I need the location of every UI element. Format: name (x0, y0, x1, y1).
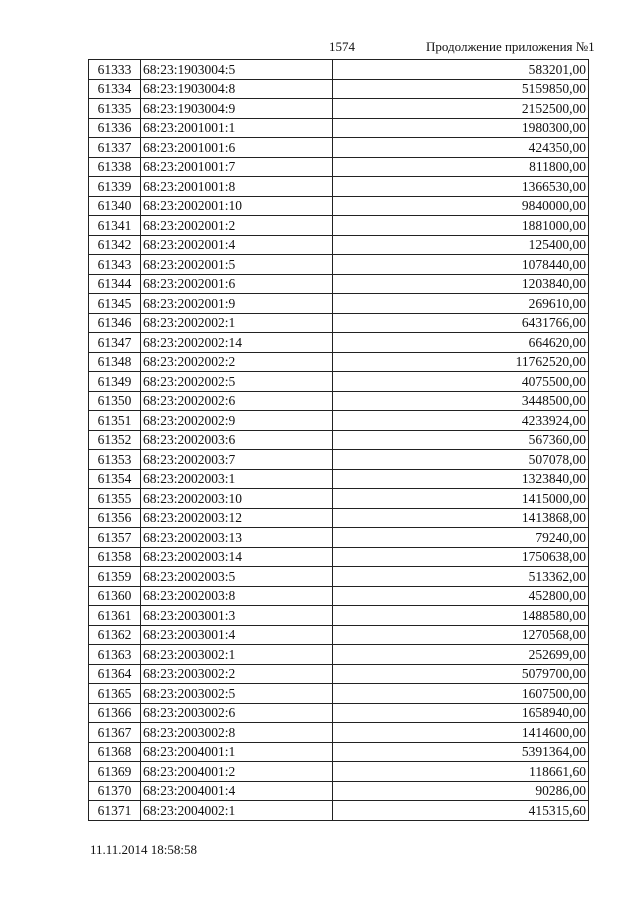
cadastral-number-cell: 68:23:2002003:8 (141, 586, 333, 606)
cadastral-value-cell: 1323840,00 (333, 469, 589, 489)
row-number-cell: 61349 (89, 372, 141, 392)
cadastral-value-cell: 125400,00 (333, 235, 589, 255)
cadastral-value-cell: 1270568,00 (333, 625, 589, 645)
row-number-cell: 61358 (89, 547, 141, 567)
cadastral-value-cell: 3448500,00 (333, 391, 589, 411)
cadastral-number-cell: 68:23:2004001:2 (141, 762, 333, 782)
row-number-cell: 61371 (89, 801, 141, 821)
cadastral-number-cell: 68:23:2002003:7 (141, 450, 333, 470)
row-number-cell: 61347 (89, 333, 141, 353)
row-number-cell: 61336 (89, 118, 141, 138)
cadastral-number-cell: 68:23:2002003:14 (141, 547, 333, 567)
cadastral-number-cell: 68:23:2002001:10 (141, 196, 333, 216)
cadastral-number-cell: 68:23:2002003:12 (141, 508, 333, 528)
row-number-cell: 61344 (89, 274, 141, 294)
cadastral-value-cell: 252699,00 (333, 645, 589, 665)
cadastral-value-cell: 1415000,00 (333, 489, 589, 509)
print-timestamp: 11.11.2014 18:58:58 (90, 842, 198, 857)
cadastral-number-cell: 68:23:2003001:4 (141, 625, 333, 645)
table-row (89, 177, 589, 197)
cadastral-number-cell: 68:23:2002003:6 (141, 430, 333, 450)
table-row (89, 684, 589, 704)
table-row (89, 372, 589, 392)
cadastral-value-cell: 1750638,00 (333, 547, 589, 567)
row-number-cell: 61362 (89, 625, 141, 645)
row-number-cell: 61352 (89, 430, 141, 450)
cadastral-value-cell: 5391364,00 (333, 742, 589, 762)
row-number-cell: 61355 (89, 489, 141, 509)
cadastral-number-cell: 68:23:2003002:2 (141, 664, 333, 684)
cadastral-value-cell: 4233924,00 (333, 411, 589, 431)
row-number-cell: 61356 (89, 508, 141, 528)
cadastral-number-cell: 68:23:2003002:8 (141, 723, 333, 743)
cadastral-number-cell: 68:23:2002002:9 (141, 411, 333, 431)
cadastral-value-cell: 583201,00 (333, 60, 589, 80)
table-row (89, 606, 589, 626)
table-row (89, 235, 589, 255)
cadastral-value-cell: 811800,00 (333, 157, 589, 177)
table-row (89, 255, 589, 275)
cadastral-number-cell: 68:23:2003002:5 (141, 684, 333, 704)
table-row (89, 567, 589, 587)
row-number-cell: 61342 (89, 235, 141, 255)
cadastral-value-cell: 452800,00 (333, 586, 589, 606)
table-row (89, 586, 589, 606)
row-number-cell: 61341 (89, 216, 141, 236)
cadastral-number-cell: 68:23:2002003:5 (141, 567, 333, 587)
cadastral-number-cell: 68:23:2002002:6 (141, 391, 333, 411)
row-number-cell: 61338 (89, 157, 141, 177)
row-number-cell: 61359 (89, 567, 141, 587)
cadastral-number-cell: 68:23:1903004:5 (141, 60, 333, 80)
cadastral-value-cell: 118661,60 (333, 762, 589, 782)
row-number-cell: 61365 (89, 684, 141, 704)
cadastral-value-cell: 5079700,00 (333, 664, 589, 684)
table-row (89, 781, 589, 801)
table-row (89, 294, 589, 314)
cadastral-number-cell: 68:23:2002003:13 (141, 528, 333, 548)
row-number-cell: 61335 (89, 99, 141, 119)
row-number-cell: 61367 (89, 723, 141, 743)
cadastral-value-cell: 11762520,00 (333, 352, 589, 372)
cadastral-number-cell: 68:23:2003001:3 (141, 606, 333, 626)
cadastral-value-cell: 1413868,00 (333, 508, 589, 528)
cadastral-value-cell: 1414600,00 (333, 723, 589, 743)
table-row (89, 703, 589, 723)
row-number-cell: 61350 (89, 391, 141, 411)
table-row (89, 645, 589, 665)
cadastral-number-cell: 68:23:1903004:8 (141, 79, 333, 99)
cadastral-number-cell: 68:23:2004001:4 (141, 781, 333, 801)
cadastral-value-cell: 513362,00 (333, 567, 589, 587)
cadastral-number-cell: 68:23:2002001:6 (141, 274, 333, 294)
row-number-cell: 61366 (89, 703, 141, 723)
cadastral-number-cell: 68:23:2002001:4 (141, 235, 333, 255)
table-row (89, 801, 589, 821)
cadastral-value-cell: 1607500,00 (333, 684, 589, 704)
cadastral-value-cell: 1488580,00 (333, 606, 589, 626)
table-row (89, 79, 589, 99)
row-number-cell: 61340 (89, 196, 141, 216)
cadastral-number-cell: 68:23:2002002:1 (141, 313, 333, 333)
row-number-cell: 61357 (89, 528, 141, 548)
cadastral-number-cell: 68:23:2002003:10 (141, 489, 333, 509)
cadastral-value-cell: 1980300,00 (333, 118, 589, 138)
table-row (89, 313, 589, 333)
cadastral-value-cell: 424350,00 (333, 138, 589, 158)
cadastral-number-cell: 68:23:2002002:5 (141, 372, 333, 392)
table-row (89, 60, 589, 80)
table-row (89, 742, 589, 762)
row-number-cell: 61333 (89, 60, 141, 80)
table-row (89, 762, 589, 782)
cadastral-number-cell: 68:23:2003002:6 (141, 703, 333, 723)
cadastral-value-cell: 1881000,00 (333, 216, 589, 236)
cadastral-number-cell: 68:23:2002002:14 (141, 333, 333, 353)
table-row (89, 196, 589, 216)
cadastral-number-cell: 68:23:2001001:8 (141, 177, 333, 197)
cadastral-value-cell: 6431766,00 (333, 313, 589, 333)
row-number-cell: 61360 (89, 586, 141, 606)
row-number-cell: 61354 (89, 469, 141, 489)
cadastral-value-cell: 269610,00 (333, 294, 589, 314)
cadastral-number-cell: 68:23:2004001:1 (141, 742, 333, 762)
table-row (89, 274, 589, 294)
cadastral-value-cell: 1078440,00 (333, 255, 589, 275)
cadastral-value-cell: 1203840,00 (333, 274, 589, 294)
cadastral-number-cell: 68:23:2001001:7 (141, 157, 333, 177)
table-row (89, 528, 589, 548)
cadastral-value-table (88, 59, 589, 821)
cadastral-number-cell: 68:23:2002001:2 (141, 216, 333, 236)
cadastral-number-cell: 68:23:2001001:6 (141, 138, 333, 158)
row-number-cell: 61343 (89, 255, 141, 275)
table-row (89, 352, 589, 372)
cadastral-value-cell: 5159850,00 (333, 79, 589, 99)
table-row (89, 333, 589, 353)
cadastral-number-cell: 68:23:2002002:2 (141, 352, 333, 372)
table-row (89, 664, 589, 684)
table-row (89, 508, 589, 528)
cadastral-number-cell: 68:23:2004002:1 (141, 801, 333, 821)
row-number-cell: 61363 (89, 645, 141, 665)
table-row (89, 99, 589, 119)
table-row (89, 469, 589, 489)
row-number-cell: 61351 (89, 411, 141, 431)
row-number-cell: 61370 (89, 781, 141, 801)
table-row (89, 118, 589, 138)
row-number-cell: 61369 (89, 762, 141, 782)
row-number-cell: 61353 (89, 450, 141, 470)
table-row (89, 138, 589, 158)
cadastral-value-cell: 4075500,00 (333, 372, 589, 392)
cadastral-value-cell: 9840000,00 (333, 196, 589, 216)
row-number-cell: 61339 (89, 177, 141, 197)
table-row (89, 157, 589, 177)
table-row (89, 216, 589, 236)
table-row (89, 547, 589, 567)
table-body (89, 60, 589, 821)
cadastral-value-cell: 1658940,00 (333, 703, 589, 723)
cadastral-number-cell: 68:23:2003002:1 (141, 645, 333, 665)
cadastral-value-cell: 664620,00 (333, 333, 589, 353)
cadastral-value-cell: 90286,00 (333, 781, 589, 801)
table-row (89, 723, 589, 743)
cadastral-number-cell: 68:23:2002001:9 (141, 294, 333, 314)
cadastral-value-cell: 79240,00 (333, 528, 589, 548)
row-number-cell: 61348 (89, 352, 141, 372)
table-row (89, 411, 589, 431)
row-number-cell: 61368 (89, 742, 141, 762)
appendix-continuation-title: Продолжение приложения №1 (426, 39, 595, 54)
cadastral-value-cell: 2152500,00 (333, 99, 589, 119)
cadastral-number-cell: 68:23:2002001:5 (141, 255, 333, 275)
page-number: 1574 (329, 39, 355, 54)
cadastral-value-cell: 1366530,00 (333, 177, 589, 197)
table-row (89, 489, 589, 509)
cadastral-value-cell: 415315,60 (333, 801, 589, 821)
table-row (89, 391, 589, 411)
table-row (89, 625, 589, 645)
table-row (89, 430, 589, 450)
table-row (89, 450, 589, 470)
row-number-cell: 61361 (89, 606, 141, 626)
cadastral-value-cell: 567360,00 (333, 430, 589, 450)
cadastral-number-cell: 68:23:2002003:1 (141, 469, 333, 489)
row-number-cell: 61346 (89, 313, 141, 333)
cadastral-number-cell: 68:23:1903004:9 (141, 99, 333, 119)
cadastral-value-cell: 507078,00 (333, 450, 589, 470)
row-number-cell: 61337 (89, 138, 141, 158)
row-number-cell: 61345 (89, 294, 141, 314)
row-number-cell: 61364 (89, 664, 141, 684)
cadastral-number-cell: 68:23:2001001:1 (141, 118, 333, 138)
row-number-cell: 61334 (89, 79, 141, 99)
